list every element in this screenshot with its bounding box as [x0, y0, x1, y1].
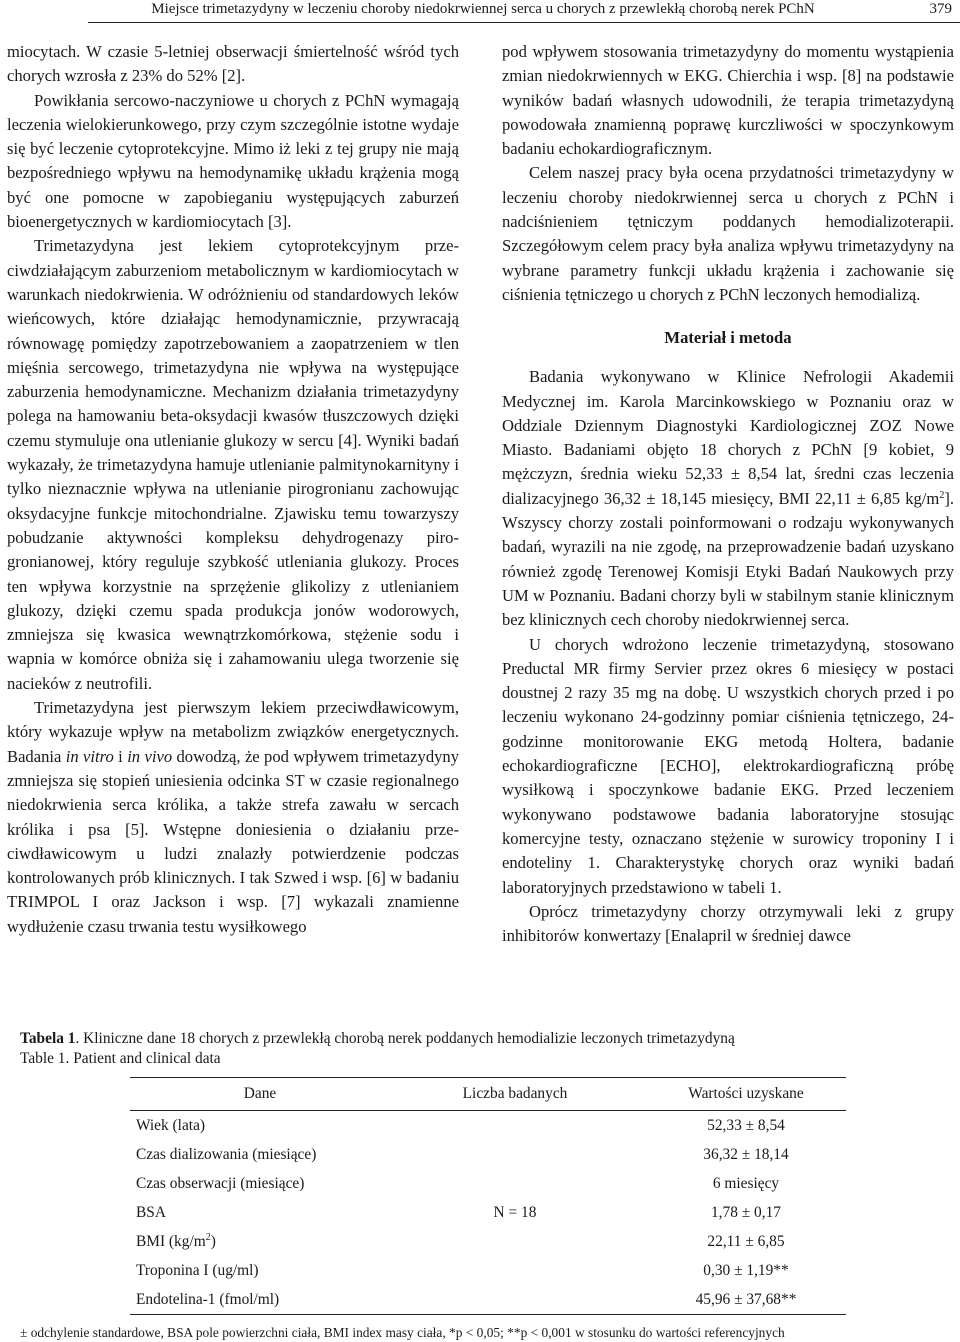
row-label-text: ) — [210, 1232, 216, 1250]
column-header: Wartości uzyskane — [646, 1078, 846, 1111]
row-value: 52,33 ± 8,54 — [707, 1116, 785, 1134]
column-header: Dane — [130, 1078, 384, 1111]
table-caption-pl — [20, 1029, 950, 1049]
text-run: i — [113, 746, 128, 766]
paragraph: Trimetazydyna jest lekiem cytoprotekcyjnym przeciwdziałającym zaburzeniom metabolicznym w kardiomiocytach w warunkach niedokrwienia. W odróżnieniu od standardowych leków wieńcowych, które działając hemodynamicznie, przywracają równowagę pomiędzy zapotrzebowaniem a zaopatrzeniem w tlen mięśnia sercowego, trimetazydyna nie wpływa na występujące zaburzenia hemodynamiczne. Mechanizm działania trimetazydyny polega na hamowaniu beta-oksydacji kwasów tłuszczowych dzięki czemu stymuluje ona utlenianie glukozy w sercu [4]. Wyniki badań wykazały, że trimetazydyna hamuje utlenianie palmitynokarnityny i tylko nieznacznie wpływa na utlenianie pirogronianu zachowując oksydacyjne funkcje mitochondrialne. Zjawisku temu towarzyszy pobudzanie aktywności kompleksu dehydrogenazy pirogronianowej, który reguluje szybkość utleniania glukozy. Proces ten wpływa korzystnie na sprzężenie glikolizy z utlenianiem glukozy, dzięki czemu spada produkcja jonów wodorowych, zmniejsza się kwasica wewnątrzkomórkowa, stężenie sodu i wapnia w komórce obniża się i zahamowaniu ulega tworzenie się nacieków z neutrofili. — [7, 236, 459, 693]
superscript: 2 — [205, 1231, 211, 1243]
row-value: 1,78 ± 0,17 — [710, 1203, 781, 1221]
row-value: 0,30 ± 1,19** — [703, 1261, 789, 1279]
row-label: Czas dializowania (miesiące) — [136, 1145, 317, 1163]
paragraph: Oprócz trimetazydyny chorzy otrzymywali leki z grupy inhibitorów konwertazy [Enalapril w średniej dawce — [502, 901, 954, 946]
text-run: dowodzą, że pod wpływem trimetazydyny zmniejsza się stopień uniesienia odcinka ST w czasie regionalnego niedokrwienia serca królika, a także strefa zawału w sercach królika i psa [5]. Wstępne doniesienia o działaniu przeciwdławicowym u ludzi znalazły potwierdzenie podczas kontrolowanych prób klinicznych. I tak Szwed i wsp. [6] w badaniu TRIMPOL I oraz Jackson i wsp. [7] wykazali znamienne wydłużenie czasu trwania testu wysiłkowego — [7, 746, 460, 936]
table-footnote: ± odchylenie standardowe, BSA pole powierzchni ciała, BMI index masy ciała, *p < 0,05; **p < 0,001 w stosunku do wartości referencyjnych — [20, 1325, 785, 1340]
page-number: 379 — [929, 1, 952, 17]
paragraph: miocytach. W czasie 5-letniej obserwacji śmiertelność wśród tych chorych wzrosła z 23% do 52% [2]. — [7, 42, 459, 86]
row-label: Wiek (lata) — [136, 1116, 206, 1134]
right-column — [502, 40, 954, 948]
table-caption-label: Tabela 1 — [20, 1030, 76, 1047]
text-run: Trimetazydyna jest pierwszym lekiem przeciwdławicowym, który wykazuje wpływ na metabolizm związków energetycznych. Badania — [7, 698, 459, 766]
left-column — [7, 40, 459, 939]
table-caption — [20, 1029, 950, 1069]
row-label: BSA — [136, 1203, 166, 1221]
paragraph: pod wpływem stosowania trimetazydyny do momentu wystąpienia zmian niedokrwiennych w EKG. Chierchia i wsp. [8] na podstawie wyników badań własnych udowodnili, że terapia trimetazydyną powodowała znamienną poprawę kurczliwości w spoczynkowym badaniu echokardiograficznym. — [502, 42, 954, 159]
row-value: 22,11 ± 6,85 — [707, 1232, 785, 1250]
paragraph — [7, 696, 459, 939]
row-label: Troponina I (ug/ml) — [136, 1261, 259, 1279]
text-run: Badania wykonywano w Klinice Nefrologii Akademii Medycznej im. Karola Marcinkowskiego w Poznaniu oraz w Oddziale Dziennym Diagnostyki Kardiologicznej ZOZ Nowe Miasto. Badaniami objęto 18 chorych z PChN [9 kobiet, 9 mężczyzn, średnia wieku 52,33 ± 8,54 lat, średni czas leczenia dializacyjnego 36,32 ± 18,145 miesięcy, BMI 22,11 ± 6,85 kg/m — [502, 367, 954, 508]
column-header: Liczba badanych — [384, 1078, 646, 1111]
paragraph: Celem naszej pracy była ocena przydatności trimetazydyny w leczeniu choroby niedokrwiennej serca u chorych z PChN i nadciśnieniem tętniczym poddanych hemodializoterapii. Szczegółowym celem pracy była analiza wpływu trimetazydyny na wybrane parametry funkcji układu krążenia i zachowanie się ciśnienia tętniczego u chorych z PChN leczonych hemodializą. — [502, 163, 954, 304]
paragraph: Powikłania sercowo-naczyniowe u chorych z PChN wymagają leczenia wielokierunkowego, przy czym szczególnie istotne wydaje się być leczenie cytoprotekcyjne. Mimo iż leki z tej grupy nie mają bezpośredniego wpływu na hemodynamikę układu krążenia mogą być one pomocne w zapobieganiu występujących zaburzeń bioenergetycznych w kardiomiocytach [3]. — [7, 90, 459, 232]
table-caption-en: Table 1. Patient and clinical data — [20, 1050, 221, 1067]
clinical-data-table — [130, 1077, 846, 1315]
table-caption-text: . Kliniczne dane 18 chorych z przewlekłą chorobą nerek poddanych hemodializie leczonych trimetazydyną — [75, 1030, 735, 1047]
paragraph: U chorych wdrożono leczenie trimetazydyną, stosowano Preductal MR firmy Servier przez okres 6 miesięcy w postaci doustnej 2 razy 35 mg na dobę. U wszystkich chorych przed i po leczeniu wykonano 24-godzinny pomiar ciśnienia tętniczego, 24-godzinne monitorowanie EKG metodą Holtera, badanie echokardiograficzne [ECHO], elektrokardiograficzną próbę wysiłkową i spoczynkowe badanie EKG. Przed leczeniem wykonywano podstawowe badania laboratoryjne stosując komercyjne testy, oznaczano stężenie w surowicy troponiny I i endoteliny 1. Charakterystykę chorych oraz wyniki badań laboratoryjnych przedstawiono w tabeli 1. — [502, 634, 954, 897]
running-title: Miejsce trimetazydyny w leczeniu choroby niedokrwiennej serca u chorych z przewlekłą chorobą nerek PChN — [151, 1, 815, 17]
text-run: ]. Wszyscy chorzy zostali poinformowani o rodzaju wykonywanych badań, wyrazili na nie zgodę, na przeprowadzenie badań uzyskano również zgodę Terenowej Komisji Etyki Badań Naukowych przy UM w Poznaniu. Badani chorzy byli w stabilnym stanie klinicznym bez klinicznych cech choroby niedokrwiennej serca. — [502, 488, 954, 630]
row-label: Czas obserwacji (miesiące) — [136, 1174, 305, 1192]
row-label — [130, 1227, 384, 1256]
row-value: 6 miesięcy — [712, 1174, 780, 1192]
patient-count: N = 18 — [384, 1111, 646, 1315]
row-label-text: BMI (kg/m — [136, 1232, 206, 1250]
italic-term: in vitro — [65, 746, 114, 766]
row-label: Endotelina-1 (fmol/ml) — [130, 1285, 384, 1315]
row-value: 36,32 ± 18,14 — [703, 1145, 789, 1163]
running-header — [88, 0, 960, 23]
row-value: 45,96 ± 37,68** — [646, 1285, 846, 1315]
section-heading: Materiał i metoda — [664, 328, 792, 348]
italic-term: in vivo — [127, 746, 173, 766]
table-row — [130, 1111, 846, 1141]
table-header-row — [130, 1078, 846, 1111]
superscript: 2 — [939, 489, 945, 501]
paragraph — [502, 365, 954, 632]
